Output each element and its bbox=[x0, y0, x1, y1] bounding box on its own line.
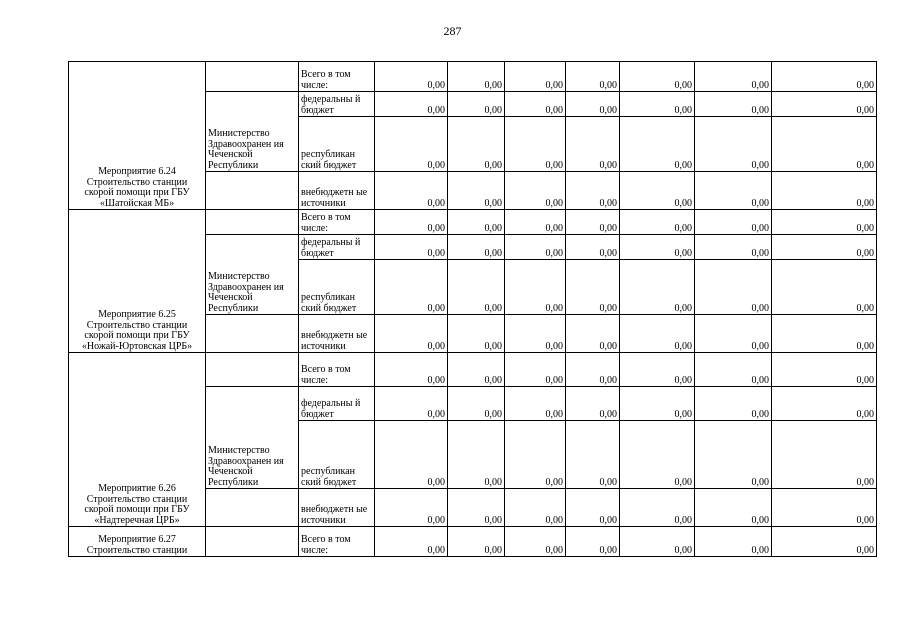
executor-cell: Министерство Здравоохранен ия Чеченской Республики bbox=[206, 387, 299, 489]
funding-source-cell: Всего в том числе: bbox=[299, 62, 375, 92]
value-cell: 0,00 bbox=[620, 92, 695, 117]
value-cell: 0,00 bbox=[695, 421, 772, 489]
value-cell: 0,00 bbox=[505, 315, 566, 353]
value-cell: 0,00 bbox=[566, 421, 620, 489]
table-row bbox=[69, 353, 877, 387]
value-cell: 0,00 bbox=[505, 387, 566, 421]
value-cell: 0,00 bbox=[375, 62, 448, 92]
table-row bbox=[69, 62, 877, 92]
executor-cell-empty bbox=[206, 353, 299, 387]
value-cell: 0,00 bbox=[375, 117, 448, 172]
value-cell: 0,00 bbox=[375, 489, 448, 527]
measure-cell: Мероприятие 6.26 Строительство станции скорой помощи при ГБУ «Надтеречная ЦРБ» bbox=[69, 353, 206, 527]
value-cell: 0,00 bbox=[375, 92, 448, 117]
value-cell: 0,00 bbox=[375, 210, 448, 235]
value-cell: 0,00 bbox=[695, 527, 772, 557]
value-cell: 0,00 bbox=[695, 235, 772, 260]
value-cell: 0,00 bbox=[375, 527, 448, 557]
value-cell: 0,00 bbox=[505, 421, 566, 489]
executor-cell-empty bbox=[206, 527, 299, 557]
value-cell: 0,00 bbox=[566, 387, 620, 421]
value-cell: 0,00 bbox=[375, 421, 448, 489]
funding-source-cell: федеральны й бюджет bbox=[299, 92, 375, 117]
table-row bbox=[69, 210, 877, 235]
value-cell: 0,00 bbox=[448, 260, 505, 315]
value-cell: 0,00 bbox=[566, 527, 620, 557]
value-cell: 0,00 bbox=[448, 353, 505, 387]
value-cell: 0,00 bbox=[695, 489, 772, 527]
value-cell: 0,00 bbox=[505, 172, 566, 210]
value-cell: 0,00 bbox=[448, 489, 505, 527]
funding-source-cell: внебюджетн ые источники bbox=[299, 172, 375, 210]
value-cell: 0,00 bbox=[448, 527, 505, 557]
value-cell: 0,00 bbox=[448, 421, 505, 489]
funding-source-cell: республикан ский бюджет bbox=[299, 421, 375, 489]
value-cell: 0,00 bbox=[505, 489, 566, 527]
value-cell: 0,00 bbox=[695, 62, 772, 92]
value-cell: 0,00 bbox=[505, 527, 566, 557]
value-cell: 0,00 bbox=[620, 489, 695, 527]
value-cell: 0,00 bbox=[448, 172, 505, 210]
funding-source-cell: федеральны й бюджет bbox=[299, 387, 375, 421]
executor-cell-empty bbox=[206, 210, 299, 235]
value-cell: 0,00 bbox=[375, 387, 448, 421]
value-cell: 0,00 bbox=[772, 489, 877, 527]
value-cell: 0,00 bbox=[505, 117, 566, 172]
funding-source-cell: внебюджетн ые источники bbox=[299, 489, 375, 527]
value-cell: 0,00 bbox=[448, 210, 505, 235]
value-cell: 0,00 bbox=[566, 172, 620, 210]
value-cell: 0,00 bbox=[566, 235, 620, 260]
measure-cell: Мероприятие 6.25 Строительство станции скорой помощи при ГБУ «Ножай-Юртовская ЦРБ» bbox=[69, 210, 206, 353]
executor-cell-empty bbox=[206, 315, 299, 353]
value-cell: 0,00 bbox=[448, 117, 505, 172]
value-cell: 0,00 bbox=[772, 315, 877, 353]
funding-source-cell: Всего в том числе: bbox=[299, 210, 375, 235]
value-cell: 0,00 bbox=[772, 235, 877, 260]
value-cell: 0,00 bbox=[620, 117, 695, 172]
value-cell: 0,00 bbox=[505, 353, 566, 387]
value-cell: 0,00 bbox=[772, 260, 877, 315]
value-cell: 0,00 bbox=[448, 235, 505, 260]
value-cell: 0,00 bbox=[566, 92, 620, 117]
value-cell: 0,00 bbox=[695, 353, 772, 387]
value-cell: 0,00 bbox=[566, 260, 620, 315]
value-cell: 0,00 bbox=[375, 260, 448, 315]
value-cell: 0,00 bbox=[375, 235, 448, 260]
budget-table-body bbox=[69, 62, 877, 557]
executor-cell-empty bbox=[206, 489, 299, 527]
value-cell: 0,00 bbox=[695, 260, 772, 315]
value-cell: 0,00 bbox=[505, 260, 566, 315]
executor-cell-empty bbox=[206, 172, 299, 210]
funding-source-cell: республикан ский бюджет bbox=[299, 117, 375, 172]
value-cell: 0,00 bbox=[448, 315, 505, 353]
value-cell: 0,00 bbox=[620, 353, 695, 387]
value-cell: 0,00 bbox=[620, 421, 695, 489]
value-cell: 0,00 bbox=[695, 172, 772, 210]
value-cell: 0,00 bbox=[772, 62, 877, 92]
value-cell: 0,00 bbox=[620, 235, 695, 260]
value-cell: 0,00 bbox=[566, 353, 620, 387]
executor-cell: Министерство Здравоохранен ия Чеченской Республики bbox=[206, 92, 299, 172]
value-cell: 0,00 bbox=[375, 315, 448, 353]
value-cell: 0,00 bbox=[695, 315, 772, 353]
funding-source-cell: республикан ский бюджет bbox=[299, 260, 375, 315]
budget-table bbox=[68, 61, 877, 557]
value-cell: 0,00 bbox=[566, 489, 620, 527]
value-cell: 0,00 bbox=[772, 421, 877, 489]
measure-cell: Мероприятие 6.24 Строительство станции скорой помощи при ГБУ «Шатойская МБ» bbox=[69, 62, 206, 210]
value-cell: 0,00 bbox=[772, 117, 877, 172]
value-cell: 0,00 bbox=[695, 387, 772, 421]
value-cell: 0,00 bbox=[566, 210, 620, 235]
value-cell: 0,00 bbox=[772, 527, 877, 557]
value-cell: 0,00 bbox=[695, 92, 772, 117]
value-cell: 0,00 bbox=[772, 172, 877, 210]
value-cell: 0,00 bbox=[566, 117, 620, 172]
value-cell: 0,00 bbox=[620, 210, 695, 235]
value-cell: 0,00 bbox=[448, 92, 505, 117]
value-cell: 0,00 bbox=[695, 210, 772, 235]
funding-source-cell: Всего в том числе: bbox=[299, 527, 375, 557]
value-cell: 0,00 bbox=[505, 62, 566, 92]
value-cell: 0,00 bbox=[566, 315, 620, 353]
value-cell: 0,00 bbox=[375, 172, 448, 210]
value-cell: 0,00 bbox=[772, 92, 877, 117]
value-cell: 0,00 bbox=[695, 117, 772, 172]
value-cell: 0,00 bbox=[505, 235, 566, 260]
value-cell: 0,00 bbox=[620, 260, 695, 315]
page-number: 287 bbox=[443, 24, 462, 38]
value-cell: 0,00 bbox=[620, 315, 695, 353]
value-cell: 0,00 bbox=[620, 527, 695, 557]
value-cell: 0,00 bbox=[620, 172, 695, 210]
table-row bbox=[69, 527, 877, 557]
value-cell: 0,00 bbox=[448, 387, 505, 421]
value-cell: 0,00 bbox=[448, 62, 505, 92]
value-cell: 0,00 bbox=[772, 210, 877, 235]
funding-source-cell: Всего в том числе: bbox=[299, 353, 375, 387]
value-cell: 0,00 bbox=[620, 387, 695, 421]
funding-source-cell: федеральны й бюджет bbox=[299, 235, 375, 260]
funding-source-cell: внебюджетн ые источники bbox=[299, 315, 375, 353]
measure-cell: Мероприятие 6.27 Строительство станции bbox=[69, 527, 206, 557]
value-cell: 0,00 bbox=[505, 210, 566, 235]
value-cell: 0,00 bbox=[375, 353, 448, 387]
value-cell: 0,00 bbox=[772, 387, 877, 421]
value-cell: 0,00 bbox=[505, 92, 566, 117]
value-cell: 0,00 bbox=[566, 62, 620, 92]
value-cell: 0,00 bbox=[620, 62, 695, 92]
executor-cell: Министерство Здравоохранен ия Чеченской Республики bbox=[206, 235, 299, 315]
value-cell: 0,00 bbox=[772, 353, 877, 387]
executor-cell-empty bbox=[206, 62, 299, 92]
